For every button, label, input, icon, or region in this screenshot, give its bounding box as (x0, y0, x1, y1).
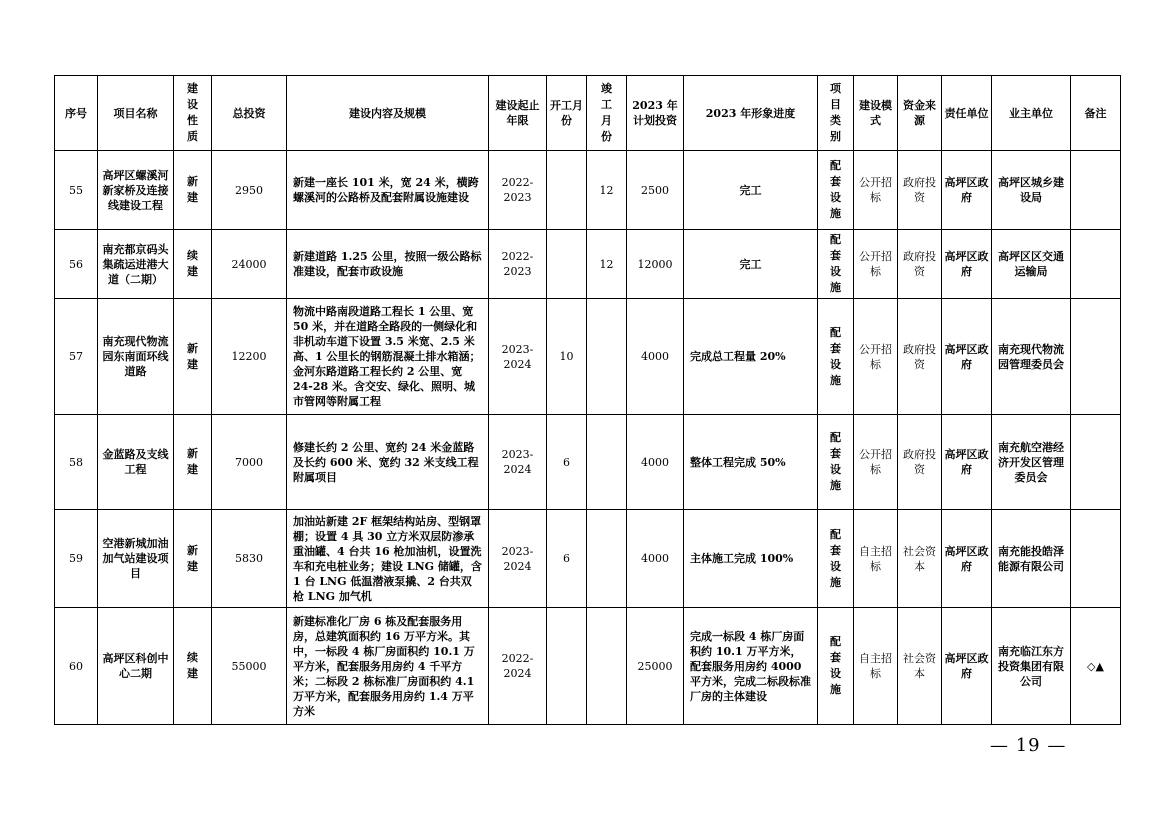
table-row (55, 415, 1121, 510)
cell-owner: 高坪区城乡建设局 (992, 151, 1071, 230)
cell-owner: 南充现代物流园管理委员会 (992, 299, 1071, 415)
cell-plan-2023: 12000 (627, 230, 684, 299)
cell-name: 空港新城加油加气站建设项目 (98, 510, 174, 608)
cell-owner: 南充航空港经济开发区管理委员会 (992, 415, 1071, 510)
cell-category (818, 415, 854, 510)
cell-period: 2022-2023 (489, 151, 547, 230)
header-fund: 资金来源 (898, 76, 942, 151)
cell-category (818, 299, 854, 415)
cell-content: 新建一座长 101 米，宽 24 米，横跨螺溪河的公路桥及配套附属设施建设 (287, 151, 489, 230)
cell-name: 南充现代物流园东南面环线道路 (98, 299, 174, 415)
table-row (55, 230, 1121, 299)
cell-responsible: 高坪区政府 (942, 230, 992, 299)
header-total-investment: 总投资 (212, 76, 287, 151)
cell-name: 高坪区螺溪河新家桥及连接线建设工程 (98, 151, 174, 230)
header-nature (174, 76, 212, 151)
table-row (55, 151, 1121, 230)
header-start-month: 开工月份 (547, 76, 587, 151)
cell-plan-2023: 25000 (627, 608, 684, 725)
cell-seq: 57 (55, 299, 98, 415)
cell-mode: 自主招标 (854, 608, 898, 725)
cell-seq: 59 (55, 510, 98, 608)
cell-nature (174, 230, 212, 299)
cell-remarks (1071, 230, 1121, 299)
cell-total-investment: 5830 (212, 510, 287, 608)
cell-nature (174, 608, 212, 725)
cell-complete-month (587, 510, 627, 608)
table-header-row (55, 76, 1121, 151)
cell-start-month: 6 (547, 415, 587, 510)
cell-plan-2023: 4000 (627, 510, 684, 608)
cell-nature-text: 续建 (187, 249, 198, 278)
cell-mode: 公开招标 (854, 230, 898, 299)
cell-category (818, 151, 854, 230)
cell-fund: 政府投资 (898, 230, 942, 299)
cell-plan-2023: 4000 (627, 415, 684, 510)
cell-start-month: 10 (547, 299, 587, 415)
cell-complete-month (587, 415, 627, 510)
header-complete-month-text: 竣工月份 (601, 82, 612, 143)
cell-progress-2023: 完工 (684, 230, 818, 299)
page-number: — 19 — (990, 735, 1067, 756)
cell-nature-text: 续建 (187, 651, 198, 680)
cell-content: 新建标准化厂房 6 栋及配套服务用房，总建筑面积约 16 万平方米。其中，一标段 4 栋厂房面积约 10.1 万平方米，配套服务用房约 4 千平方米；二标段 2 栋标准厂房面积约 4.1 万平方米，配套服务用房约 1.4 万平方米 (287, 608, 489, 725)
cell-name: 金蓝路及支线工程 (98, 415, 174, 510)
header-nature-text: 建设性质 (187, 82, 198, 143)
cell-period: 2023-2024 (489, 299, 547, 415)
cell-total-investment: 55000 (212, 608, 287, 725)
cell-total-investment: 2950 (212, 151, 287, 230)
cell-responsible: 高坪区政府 (942, 608, 992, 725)
cell-category (818, 608, 854, 725)
cell-content: 修建长约 2 公里、宽约 24 米金蓝路及长约 600 米、宽约 32 米支线工程附属项目 (287, 415, 489, 510)
cell-category (818, 510, 854, 608)
cell-nature-text: 新建 (187, 341, 198, 371)
cell-mode: 自主招标 (854, 510, 898, 608)
cell-total-investment: 7000 (212, 415, 287, 510)
header-period: 建设起止年限 (489, 76, 547, 151)
cell-progress-2023: 整体工程完成 50% (684, 415, 818, 510)
cell-mode: 公开招标 (854, 151, 898, 230)
cell-responsible: 高坪区政府 (942, 151, 992, 230)
cell-mode: 公开招标 (854, 299, 898, 415)
cell-remarks (1071, 510, 1121, 608)
cell-owner: 高坪区区交通运输局 (992, 230, 1071, 299)
cell-fund: 社会资本 (898, 608, 942, 725)
cell-remarks (1071, 299, 1121, 415)
cell-category-text: 配套设施 (830, 325, 841, 387)
cell-category-text: 配套设施 (830, 527, 841, 589)
table-row (55, 299, 1121, 415)
cell-total-investment: 24000 (212, 230, 287, 299)
header-mode: 建设模式 (854, 76, 898, 151)
cell-nature (174, 415, 212, 510)
cell-fund: 社会资本 (898, 510, 942, 608)
cell-seq: 55 (55, 151, 98, 230)
cell-nature (174, 151, 212, 230)
cell-progress-2023: 完工 (684, 151, 818, 230)
cell-category-text: 配套设施 (830, 431, 841, 492)
cell-fund: 政府投资 (898, 151, 942, 230)
cell-progress-2023: 完成一标段 4 栋厂房面积约 10.1 万平方米，配套服务用房约 4000 平方米，完成二标段标准厂房的主体建设 (684, 608, 818, 725)
header-complete-month (587, 76, 627, 151)
cell-content: 新建道路 1.25 公里，按照一级公路标准建设，配套市政设施 (287, 230, 489, 299)
cell-nature-text: 新建 (187, 175, 198, 204)
cell-period: 2023-2024 (489, 510, 547, 608)
cell-owner: 南充临江东方投资集团有限公司 (992, 608, 1071, 725)
cell-start-month: 6 (547, 510, 587, 608)
cell-mode: 公开招标 (854, 415, 898, 510)
cell-complete-month (587, 608, 627, 725)
cell-complete-month: 12 (587, 151, 627, 230)
cell-category-text: 配套设施 (830, 159, 841, 220)
header-seq: 序号 (55, 76, 98, 151)
cell-nature-text: 新建 (187, 543, 198, 573)
cell-name: 南充都京码头集疏运进港大道（二期） (98, 230, 174, 299)
cell-complete-month: 12 (587, 230, 627, 299)
header-content: 建设内容及规模 (287, 76, 489, 151)
cell-progress-2023: 完成总工程量 20% (684, 299, 818, 415)
project-table (54, 75, 1121, 725)
cell-responsible: 高坪区政府 (942, 299, 992, 415)
cell-category-text: 配套设施 (830, 635, 841, 696)
cell-seq: 58 (55, 415, 98, 510)
cell-name: 高坪区科创中心二期 (98, 608, 174, 725)
cell-complete-month (587, 299, 627, 415)
header-name: 项目名称 (98, 76, 174, 151)
header-owner: 业主单位 (992, 76, 1071, 151)
cell-nature (174, 510, 212, 608)
cell-period: 2022-2023 (489, 230, 547, 299)
cell-fund: 政府投资 (898, 415, 942, 510)
cell-owner: 南充能投皓泽能源有限公司 (992, 510, 1071, 608)
header-plan-2023: 2023 年计划投资 (627, 76, 684, 151)
cell-seq: 56 (55, 230, 98, 299)
cell-remarks (1071, 415, 1121, 510)
cell-nature-text: 新建 (187, 447, 198, 476)
cell-responsible: 高坪区政府 (942, 415, 992, 510)
cell-start-month (547, 608, 587, 725)
cell-responsible: 高坪区政府 (942, 510, 992, 608)
cell-period: 2022-2024 (489, 608, 547, 725)
cell-period: 2023-2024 (489, 415, 547, 510)
header-progress-2023: 2023 年形象进度 (684, 76, 818, 151)
cell-category-text: 配套设施 (830, 233, 841, 294)
cell-plan-2023: 2500 (627, 151, 684, 230)
cell-progress-2023: 主体施工完成 100% (684, 510, 818, 608)
header-category-text: 项目类别 (830, 82, 841, 143)
table-row (55, 510, 1121, 608)
cell-plan-2023: 4000 (627, 299, 684, 415)
cell-total-investment: 12200 (212, 299, 287, 415)
cell-remarks (1071, 151, 1121, 230)
header-remarks: 备注 (1071, 76, 1121, 151)
cell-content: 加油站新建 2F 框架结构站房、型钢罩棚；设置 4 具 30 立方米双层防渗承重油罐、4 台共 16 枪加油机，设置洗车和充电桩业务；建设 LNG 储罐，含 1 台 LNG 低温潜液泵撬、2 台共双枪 LNG 加气机 (287, 510, 489, 608)
cell-start-month (547, 151, 587, 230)
cell-seq: 60 (55, 608, 98, 725)
table-row (55, 608, 1121, 725)
header-responsible: 责任单位 (942, 76, 992, 151)
cell-nature (174, 299, 212, 415)
cell-fund: 政府投资 (898, 299, 942, 415)
cell-category (818, 230, 854, 299)
header-category (818, 76, 854, 151)
cell-content: 物流中路南段道路工程长 1 公里、宽 50 米，并在道路全路段的一侧绿化和非机动车道下设置 3.5 米宽、2.5 米高、1 公里长的钢筋混凝土排水箱涵；金河东路道路工程长约 2 公里、宽 24-28 米。含交安、绿化、照明、城市管网等附属工程 (287, 299, 489, 415)
cell-start-month (547, 230, 587, 299)
cell-remarks: ◇▲ (1071, 608, 1121, 725)
